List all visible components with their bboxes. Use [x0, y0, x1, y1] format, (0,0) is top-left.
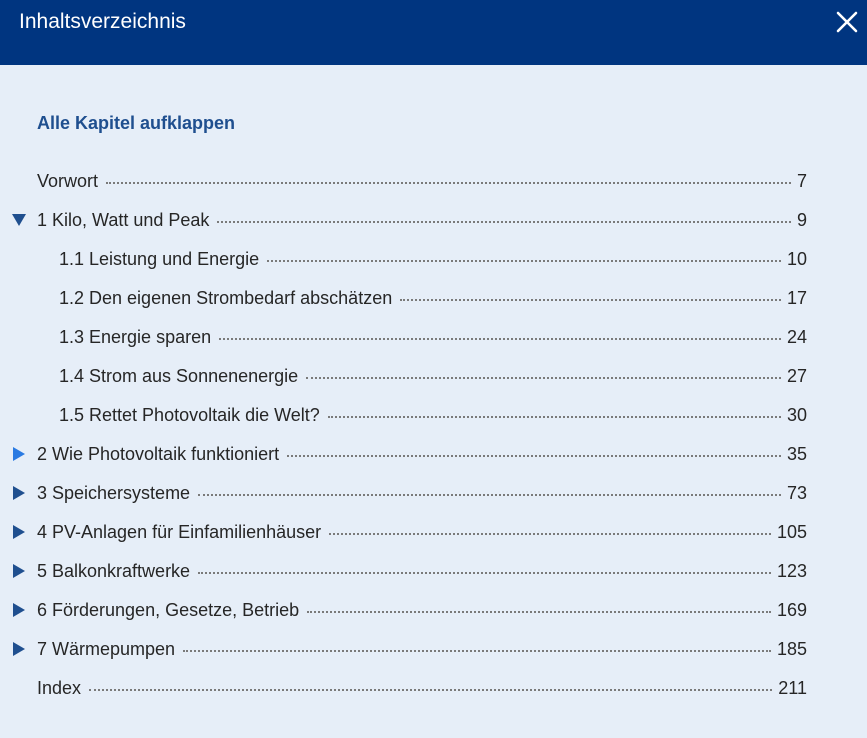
dot-leader	[287, 455, 781, 457]
toc-entry[interactable]	[0, 438, 867, 477]
toc-entry-label[interactable]: 4 PV-Anlagen für Einfamilienhäuser	[37, 522, 322, 542]
toc-page-number: 185	[776, 639, 807, 659]
toc-entry[interactable]	[0, 165, 867, 204]
dialog-title: Inhaltsverzeichnis	[19, 10, 186, 33]
toc-entry-line	[37, 598, 807, 622]
toc-page-number: 30	[786, 405, 807, 425]
toc-entry-label[interactable]: 6 Förderungen, Gesetze, Betrieb	[37, 600, 300, 620]
toc-entry[interactable]	[0, 555, 867, 594]
toc-entry[interactable]	[0, 243, 867, 282]
toc-entry-line	[37, 208, 807, 232]
toc-entry-line	[59, 247, 807, 271]
dot-leader	[198, 494, 781, 496]
toc-list	[0, 165, 867, 711]
triangle-right-icon[interactable]	[11, 563, 27, 579]
toc-entry-label[interactable]: 5 Balkonkraftwerke	[37, 561, 191, 581]
toc-entry-line	[37, 169, 807, 193]
toc-entry[interactable]	[0, 204, 867, 243]
toc-entry-line	[59, 403, 807, 427]
toc-entry[interactable]	[0, 321, 867, 360]
toc-entry[interactable]	[0, 594, 867, 633]
dot-leader	[306, 377, 781, 379]
toc-page-number: 169	[776, 600, 807, 620]
toc-entry-line	[37, 676, 807, 700]
close-button[interactable]	[835, 10, 859, 34]
triangle-right-icon[interactable]	[11, 485, 27, 501]
toc-entry[interactable]	[0, 282, 867, 321]
dot-leader	[267, 260, 781, 262]
toc-page-number: 7	[796, 171, 807, 191]
toc-page-number: 17	[786, 288, 807, 308]
dot-leader	[329, 533, 771, 535]
toc-entry-line	[59, 286, 807, 310]
dot-leader	[106, 182, 791, 184]
triangle-right-icon[interactable]	[11, 524, 27, 540]
toc-entry-line	[37, 520, 807, 544]
close-icon	[835, 10, 859, 34]
toc-page-number: 35	[786, 444, 807, 464]
toc-page-number: 10	[786, 249, 807, 269]
toc-page-number: 211	[778, 678, 807, 698]
triangle-right-icon[interactable]	[11, 641, 27, 657]
dot-leader	[217, 221, 791, 223]
toc-entry-line	[37, 637, 807, 661]
expand-all-link[interactable]: Alle Kapitel aufklappen	[37, 113, 236, 133]
toc-page-number: 73	[786, 483, 807, 503]
toc-entry-line	[37, 442, 807, 466]
toc-entry-label[interactable]: 1.1 Leistung und Energie	[59, 249, 260, 269]
dot-leader	[219, 338, 781, 340]
toc-entry-label[interactable]: 1 Kilo, Watt und Peak	[37, 210, 210, 230]
toc-page-number: 24	[786, 327, 807, 347]
toc-entry-label[interactable]: 2 Wie Photovoltaik funktioniert	[37, 444, 280, 464]
triangle-down-icon[interactable]	[11, 212, 27, 228]
dot-leader	[89, 689, 772, 691]
toc-entry-label[interactable]: 3 Speichersysteme	[37, 483, 191, 503]
toc-entry-label[interactable]: 1.3 Energie sparen	[59, 327, 212, 347]
dot-leader	[400, 299, 781, 301]
toc-page-number: 27	[786, 366, 807, 386]
toc-page-number: 105	[776, 522, 807, 542]
dot-leader	[307, 611, 771, 613]
triangle-right-icon[interactable]	[11, 446, 27, 462]
toc-entry[interactable]	[0, 672, 867, 711]
toc-entry[interactable]	[0, 633, 867, 672]
toc-entry-line	[37, 559, 807, 583]
toc-entry[interactable]	[0, 516, 867, 555]
toc-entry-label[interactable]: 7 Wärmepumpen	[37, 639, 176, 659]
toc-entry-label[interactable]: Index	[37, 678, 82, 698]
toc-entry-line	[37, 481, 807, 505]
toc-entry-label[interactable]: 1.5 Rettet Photovoltaik die Welt?	[59, 405, 320, 425]
toc-entry-label[interactable]: Vorwort	[37, 171, 99, 191]
dialog-header	[0, 0, 867, 65]
toc-page-number: 9	[796, 210, 807, 230]
toc-entry-label[interactable]: 1.4 Strom aus Sonnenenergie	[59, 366, 299, 386]
toc-page-number: 123	[776, 561, 807, 581]
triangle-right-icon[interactable]	[11, 602, 27, 618]
toc-entry-line	[59, 364, 807, 388]
toc-entry[interactable]	[0, 399, 867, 438]
toc-entry[interactable]	[0, 360, 867, 399]
toc-entry-label[interactable]: 1.2 Den eigenen Strombedarf abschätzen	[59, 288, 393, 308]
dot-leader	[198, 572, 771, 574]
toc-entry[interactable]	[0, 477, 867, 516]
dot-leader	[328, 416, 781, 418]
toc-entry-line	[59, 325, 807, 349]
dot-leader	[183, 650, 771, 652]
